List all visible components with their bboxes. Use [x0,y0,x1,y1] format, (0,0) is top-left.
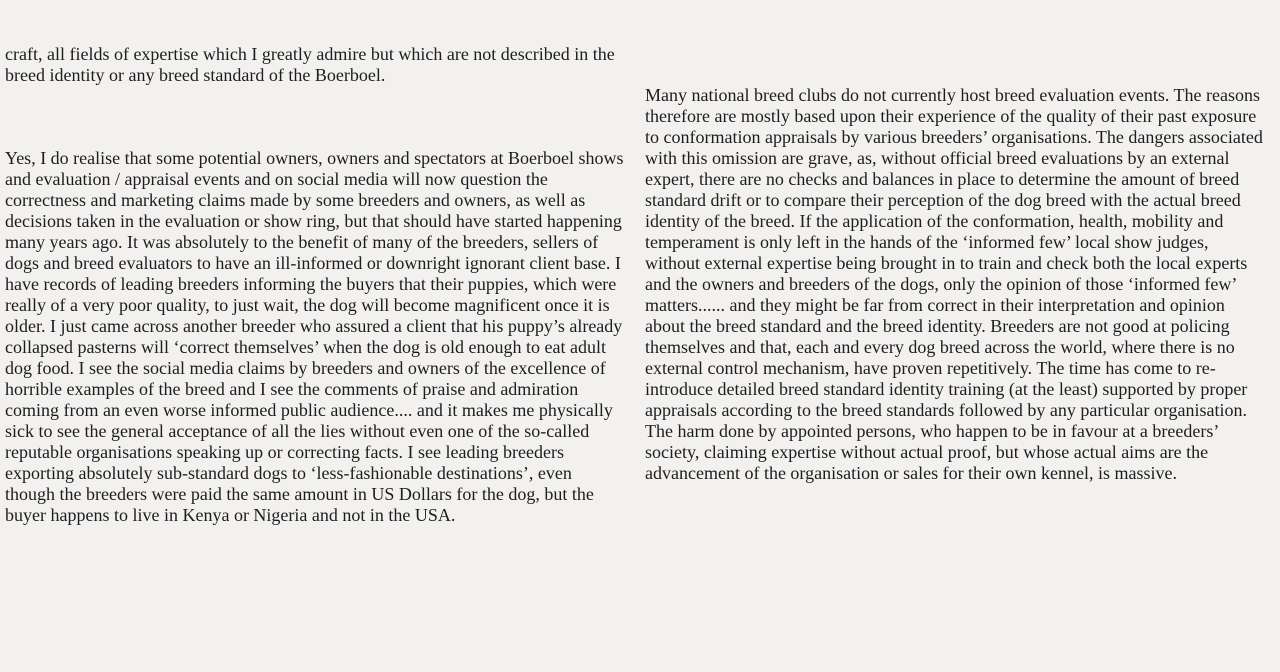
paragraph: Many national breed clubs do not currently host breed evaluation events. The reasons therefore are mostly based upon their experience of the quality of their past exposure to conformation appraisals by various breeders’ organisations. The dangers associated with this omission are grave, as, without official breed evaluations by an external expert, there are no checks and balances in place to determine the amount of breed standard drift or to compare their perception of the dog breed with the actual breed identity of the breed. If the application of the conformation, health, mobility and temperament is only left in the hands of the ‘informed few’ local show judges, without external expertise being brought in to train and check both the local experts and the owners and breeders of the dogs, only the opinion of those ‘informed few’ matters...... and they might be far from correct in their interpretation and opinion about the breed standard and the breed identity. Breeders are not good at policing themselves and that, each and every dog breed across the world, where there is no external control mechanism, have proven repetitively. The time has come to re-introduce detailed breed standard identity training (at the least) supported by proper appraisals according to the breed standards followed by any particular organisation. The harm done by appointed persons, who happen to be in favour at a breeders’ society, claiming expertise without actual proof, but whose actual aims are the advancement of the organisation or sales for their own kennel, is massive. [645,85,1263,483]
paragraph: craft, all fields of expertise which I greatly admire but which are not described in the breed identity or any breed standard of the Boerboel. [5,44,615,85]
left-column [5,44,625,672]
paragraph: Yes, I do realise that some potential owners, owners and spectators at Boerboel shows and evaluation / appraisal events and on social media will now question the correctness and marketing claims made by some breeders and owners, as well as decisions taken in the evaluation or show ring, but that should have started happening many years ago. It was absolutely to the benefit of many of the breeders, sellers of dogs and breed evaluators to have an ill-informed or downright ignorant client base. I have records of leading breeders informing the buyers that their puppies, which were really of a very poor quality, to just wait, the dog will become magnificent once it is older. I just came across another breeder who assured a client that his puppy’s already collapsed pasterns will ‘correct themselves’ when the dog is old enough to eat adult dog food. I see the social media claims by breeders and owners of the excellence of horrible examples of the breed and I see the comments of praise and admiration coming from an even worse informed public audience.... and it makes me physically sick to see the general acceptance of all the lies without even one of the so-called reputable organisations speaking up or correcting facts. I see leading breeders exporting absolutely sub-standard dogs to ‘less-fashionable destinations’, even though the breeders were paid the same amount in US Dollars for the dog, but the buyer happens to live in Kenya or Nigeria and not in the USA. [5,148,624,525]
right-column [645,44,1265,672]
